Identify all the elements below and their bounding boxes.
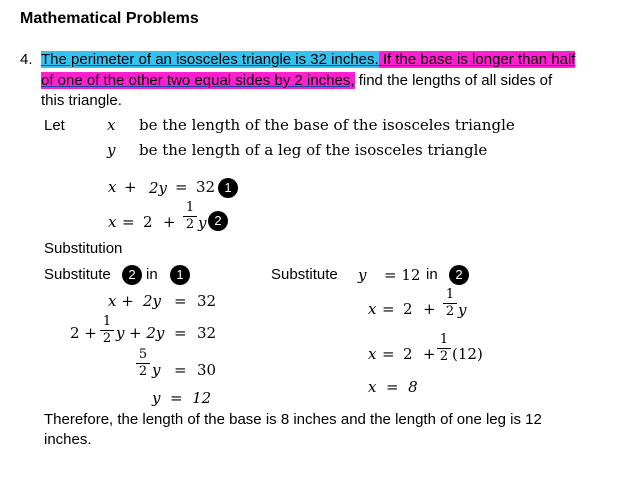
conclusion-line-1: Therefore, the length of the base is 8 inches and the length of one leg is 12 [44,411,542,428]
substitute-left-badge-a: 2 [122,265,142,285]
right-step-1-numerator: 1 [445,287,455,302]
let-x-var: x [107,116,116,134]
problem-highlight-blue: The perimeter of an isosceles triangle is 32 inches. [41,51,379,68]
right-step-1-plus: + [423,300,436,318]
left-step-2-denominator: 2 [102,331,112,346]
left-step-3-numerator: 5 [138,347,148,362]
left-step-2-fraction [100,315,114,346]
eq2-y: y [198,214,207,232]
eq2-numerator: 1 [185,200,195,215]
left-step-2-eq: = [174,324,187,342]
right-step-2-eq: = [382,345,395,363]
problem-line-3: this triangle. [41,92,122,109]
eq1-x: x [108,178,117,196]
left-step-1-2y: 2y [143,292,162,310]
left-step-2-plus2y: + 2y [129,324,165,342]
problem-highlight-pink-2: of one of the other two equal sides by 2 inches, [41,72,355,89]
substitute-right-label: Substitute [271,266,338,283]
problem-number: 4. [20,51,33,68]
right-step-2-denominator: 2 [439,349,449,364]
problem-line-1 [41,51,575,68]
right-step-1-y: y [458,301,467,319]
substitute-left-badge-b: 1 [170,265,190,285]
right-step-1-two: 2 [403,300,413,318]
let-x-desc: be the length of the base of the isosceles triangle [139,116,515,134]
left-step-2-y: y [116,324,125,342]
problem-line-2 [41,72,552,89]
eq1-plus: + [124,178,137,196]
right-step-1-denominator: 2 [445,304,455,319]
right-step-3: x = 8 [368,378,418,396]
substitute-right-in: in [426,266,438,283]
left-step-2-numerator: 1 [102,314,112,329]
left-step-2-rhs: 32 [197,324,217,342]
left-step-2-pre: 2 + [70,324,97,342]
left-step-3-y: y [152,361,161,379]
problem-line-2-rest: find the lengths of all sides of [354,72,553,89]
substitute-left-label: Substitute [44,266,111,283]
eq2-fraction [183,201,197,232]
right-step-2-two: 2 [403,345,413,363]
let-y-var: y [107,141,116,159]
equation-2-badge: 2 [208,211,228,231]
eq1-equals: = [175,178,188,196]
eq2-x: x [108,213,117,231]
right-step-1-fraction [443,288,457,319]
left-step-1-eq: = [174,292,187,310]
substitute-right-badge: 2 [449,265,469,285]
let-label: Let [44,117,65,134]
equation-1-badge: 1 [218,178,238,198]
let-y-desc: be the length of a leg of the isosceles triangle [139,141,488,159]
substitute-left-in: in [146,266,158,283]
eq2-equals: = [122,213,135,231]
page-title: Mathematical Problems [20,10,199,27]
eq1-2y: 2y [149,179,168,197]
right-step-2-plus: + [423,345,436,363]
eq1-rhs: 32 [196,178,216,196]
left-step-1-lhs: x + [108,292,134,310]
eq2-two: 2 [143,213,153,231]
left-step-3-eq: = [174,361,187,379]
substitution-heading: Substitution [44,240,123,257]
right-step-2-x: x [368,345,377,363]
eq2-denominator: 2 [185,217,195,232]
right-step-2-fraction [437,333,451,364]
left-step-3-rhs: 30 [197,361,217,379]
right-step-2-paren: (12) [452,345,483,363]
eq2-plus: + [163,213,176,231]
left-step-1-rhs: 32 [197,292,217,310]
substitute-right-y: y [358,266,367,284]
right-step-1-eq: = [382,300,395,318]
left-step-3-fraction [136,348,150,379]
substitute-right-eq: = 12 [384,266,421,284]
problem-highlight-pink-1: If the base is longer than half [378,51,576,68]
right-step-2-numerator: 1 [439,332,449,347]
right-step-1-x: x [368,300,377,318]
conclusion-line-2: inches. [44,431,92,448]
left-step-4: y = 12 [152,389,212,407]
left-step-3-denominator: 2 [138,364,148,379]
